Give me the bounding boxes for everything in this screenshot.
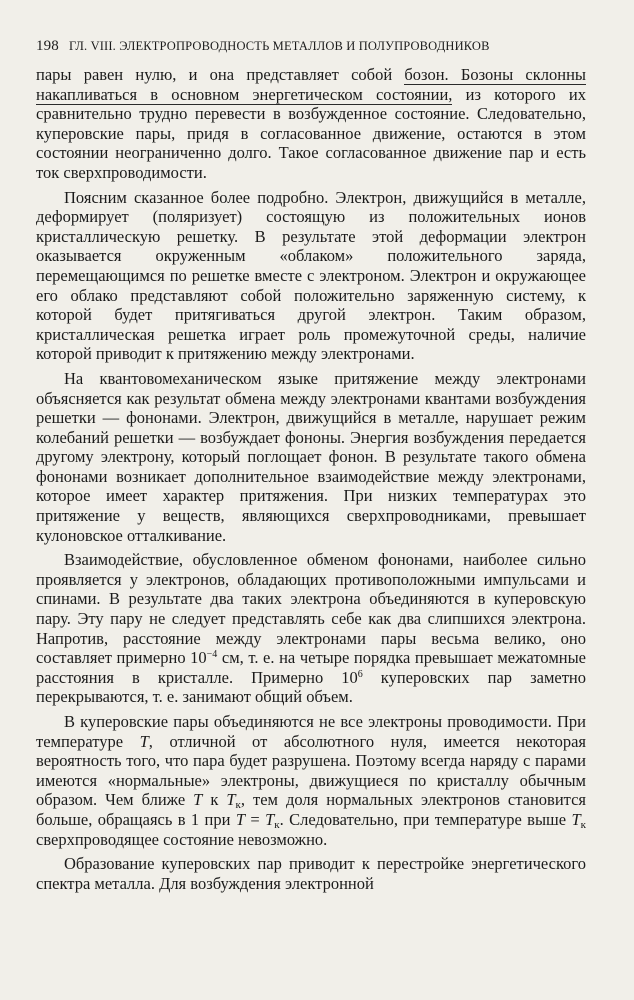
symbol-temperature: T (193, 790, 203, 810)
paragraph-4-part-b: см, т. е. на четыре порядка превышает межатомные расстояния в кристалле. Примерно 10 (36, 648, 586, 687)
paragraph-5-part-g: сверхпроводящее состояние невозможно. (36, 829, 328, 849)
critical-subscript: к (580, 818, 586, 831)
paragraph-5-part-d: , тем доля нормальных электронов становится больше, обращаясь в 1 при (36, 790, 586, 829)
paragraph-5-part-b: , отличной от абсолютного нуля, имеется некоторая вероятность того, что пара будет разрушена. Поэтому всегда наряду с парами имеются «нормальные» электроны, движущиеся по кристаллу обычным образом. Чем ближе (36, 731, 586, 810)
handwritten-underline-text: бозон. Бозоны склонны накапливаться в основном энергетическом состоянии, (36, 65, 586, 104)
symbol-critical-temperature: T (226, 790, 236, 810)
exponent-minus-four: −4 (206, 649, 218, 661)
paragraph-2: Поясним сказанное более подробно. Электрон, движущийся в металле, деформирует (поляризует) состоящую из положительных ионов кристаллическую решетку. В результате этой деформации электрон оказывается окруженным «облаком» положительного заряда, перемещающимся по решетке вместе с электроном. Электрон и окружающее его облако представляют собой положительно заряженную систему, к которой будет притягиваться другой электрон. Таким образом, кристаллическая решетка играет роль промежуточной среды, наличие которой приводит к притяжению между электронами. (36, 187, 586, 364)
paragraph-5-part-c: к (202, 790, 227, 810)
symbol-critical-temperature: T (571, 809, 581, 829)
paragraph-1 (36, 65, 586, 183)
paragraph-5-part-f: . Следовательно, при температуре выше (279, 809, 572, 829)
page-number: 198 (36, 38, 59, 54)
critical-subscript: к (235, 799, 241, 812)
paragraph-4-part-c: куперовских пар заметно перекрываются, т. е. занимают общий объем. (36, 667, 586, 707)
paragraph-3: На квантовомеханическом языке притяжение между электронами объясняется как результат обмена между электронами квантами возбуждения решетки — фононами. Электрон, движущийся в металле, нарушает режим колебаний решетки — возбуждает фононы. Энергия возбуждения передается другому электрону, который поглощает фонон. В результате такого обмена фононами возникает дополнительное взаимодействие между электронами, которое имеет характер притяжения. При низких температурах это притяжение у веществ, являющихся сверхпроводниками, превышает кулоновское отталкивание. (36, 368, 586, 545)
book-page (36, 38, 586, 893)
running-title: ГЛ. VIII. ЭЛЕКТРОПРОВОДНОСТЬ МЕТАЛЛОВ И ПОЛУПРОВОДНИКОВ (68, 39, 490, 53)
running-header (36, 38, 586, 55)
paragraph-5-part-e: = (245, 809, 266, 829)
symbol-temperature: T (139, 731, 149, 751)
paragraph-5 (36, 712, 586, 849)
symbol-critical-temperature: T (265, 809, 275, 829)
paragraph-1-part-c: из которого их сравнительно трудно перевести в возбужденное состояние. Следовательно, куперовские пары, придя в согласованное движение, остаются в этом состоянии неограниченно долго. Такое согласованное движение пар и есть ток сверхпроводимости. (36, 84, 586, 182)
paragraph-5-part-a: В куперовские пары объединяются не все электроны проводимости. При температуре (36, 712, 586, 751)
paragraph-4 (36, 550, 586, 707)
symbol-temperature: T (235, 809, 246, 829)
paragraph-6: Образование куперовских пар приводит к перестройке энергетического спектра металла. Для возбуждения электронной (36, 854, 586, 893)
paragraph-1-part-a: пары равен нулю, и она представляет собой (36, 65, 405, 84)
paragraph-4-part-a: Взаимодействие, обусловленное обменом фононами, наиболее сильно проявляется у электронов, обладающих противоположными импульсами и спинами. В результате два таких электрона объединяются в куперовскую пару. Эту пару не следует представлять себе как два слипшихся электрона. Напротив, расстояние между электронами пары весьма велико, оно составляет примерно 10 (36, 550, 586, 668)
critical-subscript: к (274, 818, 280, 831)
exponent-six: 6 (357, 668, 363, 680)
